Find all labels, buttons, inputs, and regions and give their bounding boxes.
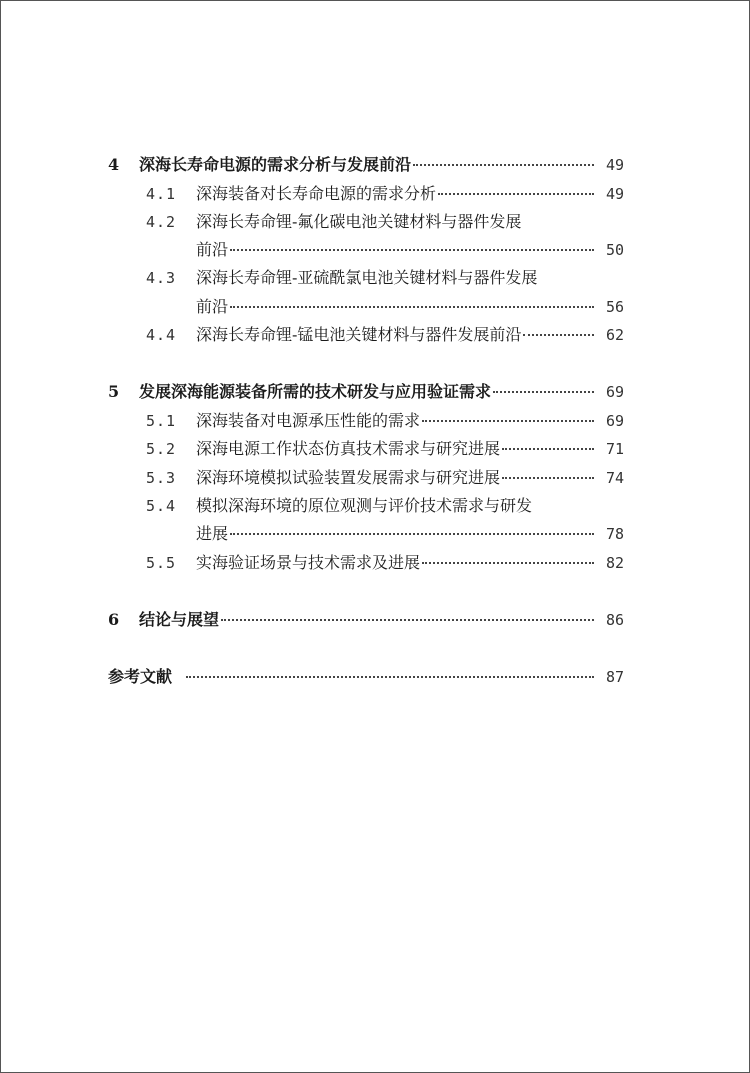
section-number: 5.4: [146, 497, 177, 515]
toc-section-4-3[interactable]: [1, 265, 750, 291]
chapter-title: 发展深海能源装备所需的技术研发与应用验证需求: [139, 382, 492, 401]
toc-section-4-2-cont[interactable]: [1, 237, 750, 263]
section-title: 深海环境模拟试验装置发展需求与研究进展: [196, 468, 501, 487]
dot-leader: [502, 438, 594, 450]
dot-leader: [502, 467, 594, 479]
page-number: 50: [605, 241, 624, 259]
toc-section-4-1[interactable]: [1, 181, 750, 207]
toc-chapter-5[interactable]: [1, 379, 750, 405]
page-number: 69: [605, 412, 624, 430]
section-number: 5.3: [146, 469, 177, 487]
dot-leader: [230, 296, 594, 308]
chapter-number: 5: [108, 382, 120, 401]
page-number: 69: [605, 383, 624, 401]
page-number: 71: [605, 440, 624, 458]
page-number: 87: [605, 668, 624, 686]
toc-chapter-6[interactable]: [1, 607, 750, 633]
section-number: 5.1: [146, 412, 177, 430]
dot-leader: [230, 523, 594, 535]
section-title: 实海验证场景与技术需求及进展: [196, 553, 421, 572]
section-title: 深海电源工作状态仿真技术需求与研究进展: [196, 439, 501, 458]
toc-section-5-3[interactable]: [1, 465, 750, 491]
page-number: 49: [605, 185, 624, 203]
dot-leader: [230, 239, 594, 251]
toc-section-5-1[interactable]: [1, 408, 750, 434]
section-title-continued: 前沿: [196, 297, 229, 316]
section-number: 5.2: [146, 440, 177, 458]
toc-chapter-4[interactable]: [1, 152, 750, 178]
section-number: 4.2: [146, 213, 177, 231]
section-title-continued: 进展: [196, 524, 229, 543]
chapter-number: 4: [108, 155, 120, 174]
chapter-title: 深海长寿命电源的需求分析与发展前沿: [139, 155, 412, 174]
page-number: 62: [605, 326, 624, 344]
section-number: 4.1: [146, 185, 177, 203]
dot-leader: [493, 381, 594, 393]
dot-leader: [523, 324, 594, 336]
section-number: 4.4: [146, 326, 177, 344]
toc-section-5-4[interactable]: [1, 493, 750, 519]
page-number: 49: [605, 156, 624, 174]
section-title: 深海长寿命锂-锰电池关键材料与器件发展前沿: [196, 325, 522, 344]
page-number: 86: [605, 611, 624, 629]
section-number: 4.3: [146, 269, 177, 287]
dot-leader: [422, 410, 594, 422]
references-title: 参考文献: [108, 667, 173, 686]
toc-section-5-2[interactable]: [1, 436, 750, 462]
chapter-number: 6: [108, 610, 120, 629]
section-number: 5.5: [146, 554, 177, 572]
section-title: 深海长寿命锂-亚硫酰氯电池关键材料与器件发展: [196, 268, 538, 287]
page-number: 56: [605, 298, 624, 316]
section-title: 模拟深海环境的原位观测与评价技术需求与研发: [196, 496, 533, 515]
page-number: 74: [605, 469, 624, 487]
chapter-title: 结论与展望: [139, 610, 220, 629]
section-title: 深海装备对电源承压性能的需求: [196, 411, 421, 430]
page-number: 78: [605, 525, 624, 543]
section-title: 深海长寿命锂-氟化碳电池关键材料与器件发展: [196, 212, 522, 231]
toc-section-4-3-cont[interactable]: [1, 294, 750, 320]
toc-section-4-4[interactable]: [1, 322, 750, 348]
dot-leader: [413, 154, 594, 166]
dot-leader: [186, 666, 594, 678]
toc-section-5-5[interactable]: [1, 550, 750, 576]
section-title: 深海装备对长寿命电源的需求分析: [196, 184, 437, 203]
toc-section-5-4-cont[interactable]: [1, 521, 750, 547]
toc-references[interactable]: [1, 664, 750, 690]
dot-leader: [438, 183, 594, 195]
dot-leader: [221, 609, 594, 621]
toc-section-4-2[interactable]: [1, 209, 750, 235]
section-title-continued: 前沿: [196, 240, 229, 259]
dot-leader: [422, 552, 594, 564]
page-number: 82: [605, 554, 624, 572]
